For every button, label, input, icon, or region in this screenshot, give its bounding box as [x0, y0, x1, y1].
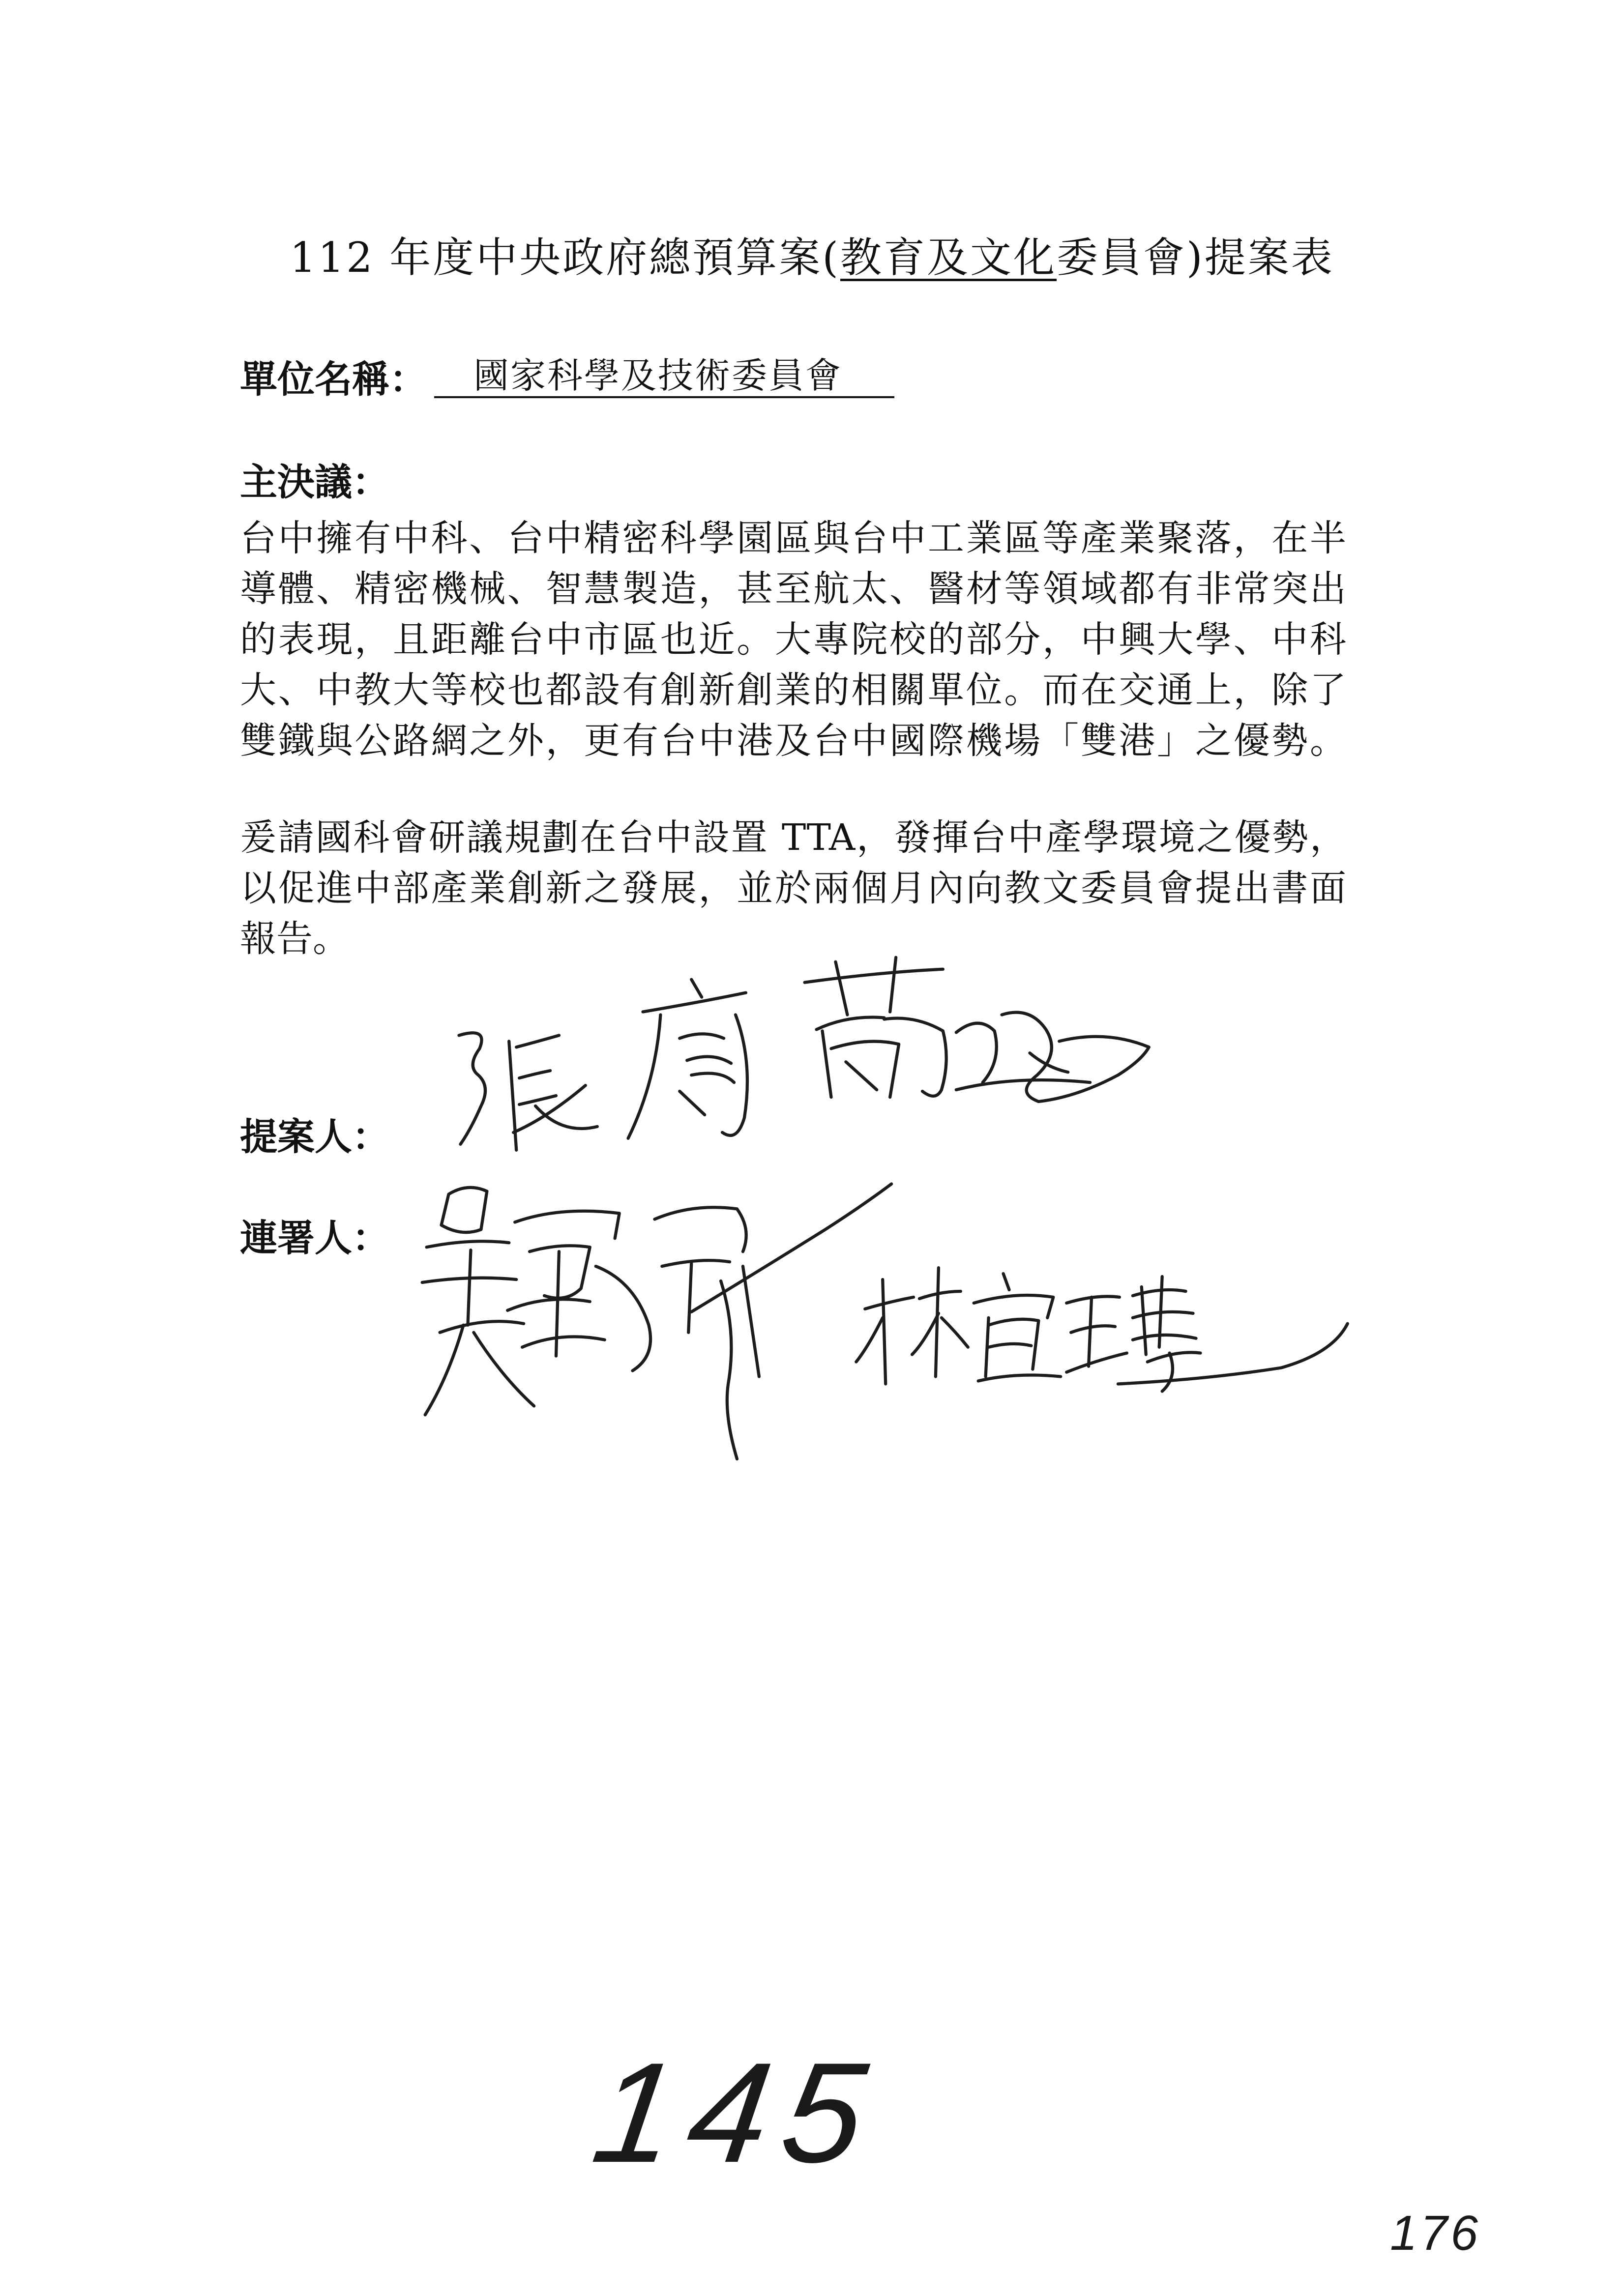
signature-stroke [865, 1297, 914, 1309]
signature-stroke [691, 1184, 891, 1312]
signature-stroke [1071, 1326, 1115, 1332]
signature-stroke [919, 1291, 961, 1299]
signature-stroke [516, 1035, 559, 1047]
signature-stroke [468, 1250, 471, 1325]
signature-cosigner-1 [422, 1184, 891, 1459]
signature-stroke [1133, 1290, 1186, 1296]
signature-stroke [679, 1091, 705, 1115]
signature-stroke [513, 1085, 586, 1133]
signature-stroke [688, 1263, 691, 1333]
signature-stroke [1142, 1287, 1146, 1355]
signature-stroke [986, 1318, 989, 1377]
signature-stroke [805, 969, 943, 983]
handwritten-page-number: 145 [585, 2033, 889, 2192]
signature-stroke [662, 1260, 730, 1266]
signature-stroke [1030, 1053, 1068, 1072]
signature-stroke [643, 993, 746, 1012]
signature-stroke [535, 1106, 597, 1129]
signature-stroke [1162, 1353, 1173, 1392]
resolution-paragraph-1 [240, 513, 1346, 766]
resolution-paragraph-2 [240, 813, 1346, 964]
signature-proposer [459, 958, 1149, 1150]
signature-stroke [556, 1251, 559, 1356]
paragraph-line: 爰請國科會研議規劃在台中設置 TTA，發揮台中產學環境之優勢， [240, 816, 1346, 859]
main-resolution-label: 主決議： [240, 460, 389, 504]
signature-stroke [846, 1062, 877, 1090]
handwritten-corner-number: 176 [1390, 2206, 1481, 2261]
paragraph-line: 導體、精密機械、智慧製造，甚至航太、醫材等領域都有非常突出 [240, 568, 1346, 610]
cosigners-label: 連署人： [240, 1216, 389, 1260]
form-title [0, 231, 1624, 284]
signature-stroke [515, 1211, 619, 1239]
signature-stroke [440, 1321, 524, 1333]
signature-stroke [974, 1295, 1054, 1318]
signature-stroke [989, 1344, 1032, 1347]
signature-stroke [507, 1299, 590, 1310]
unit-name-value: 國家科學及技術委員會 [434, 353, 894, 398]
proposer-label: 提案人： [240, 1115, 389, 1159]
signature-stroke [425, 1325, 464, 1415]
signature-stroke [936, 1268, 939, 1376]
signature-stroke [884, 1018, 946, 1096]
paragraph-line: 以促進中部產業創新之發展，並於兩個月內向教文委員會提出書面 [240, 867, 1346, 909]
signature-stroke [654, 1207, 746, 1251]
signature-stroke [1002, 1013, 1149, 1102]
signature-stroke [1133, 1335, 1196, 1340]
signature-stroke [519, 1071, 550, 1078]
signature-stroke [1148, 1352, 1201, 1362]
signature-stroke [1089, 1297, 1092, 1366]
signature-stroke [883, 1279, 886, 1384]
signature-stroke [721, 1281, 737, 1459]
paragraph-line: 台中擁有中科、台中精密科學園區與台中工業區等產業聚落，在半 [240, 517, 1346, 559]
signature-stroke [1066, 1296, 1120, 1303]
paragraph-line: 報告。 [240, 918, 349, 960]
signature-stroke [823, 1031, 831, 1097]
signature-stroke [835, 962, 847, 1015]
signature-stroke [1004, 1274, 1009, 1290]
paragraph-line: 的表現，且距離台中市區也近。大專院校的部分，中興大學、中科 [240, 618, 1346, 661]
signature-stroke [519, 1096, 556, 1104]
signature-stroke [427, 1241, 509, 1247]
signature-stroke [473, 1333, 534, 1406]
signature-stroke [687, 1057, 731, 1064]
signature-stroke [1118, 1324, 1348, 1384]
signature-stroke [856, 1318, 883, 1362]
signature-stroke [691, 1073, 734, 1082]
signature-stroke [817, 1017, 885, 1029]
signature-stroke [679, 1034, 724, 1038]
paragraph-line: 雙鐵與公路網之外，更有台中港及台中國際機場「雙港」之優勢。 [240, 720, 1346, 762]
signature-stroke [942, 1318, 968, 1347]
signature-stroke [831, 1042, 899, 1097]
signature-stroke [628, 1015, 661, 1138]
signature-cosigner-2 [856, 1268, 1347, 1391]
signature-stroke [422, 1278, 516, 1282]
title-suffix: 委員會)提案表 [1057, 233, 1334, 282]
signature-stroke [691, 980, 702, 997]
paragraph-line: 大、中教大等校也都設有創新創業的相關單位。而在交通上，除了 [240, 669, 1346, 711]
signature-stroke [978, 1375, 1061, 1381]
signature-stroke [1159, 1277, 1162, 1347]
signature-stroke [522, 1337, 605, 1347]
signature-stroke [956, 1023, 997, 1082]
signature-stroke [722, 1015, 747, 1135]
title-prefix: 112 年度中央政府總預算案( [290, 233, 840, 282]
signature-stroke [743, 1266, 759, 1376]
signature-stroke [530, 1246, 590, 1298]
signature-stroke [459, 1033, 486, 1144]
signature-stroke [1133, 1312, 1193, 1318]
signature-stroke [442, 1188, 487, 1232]
signature-stroke [890, 958, 896, 1012]
signature-stroke [989, 1319, 1039, 1369]
signature-stroke [956, 1080, 1090, 1090]
title-committee-underlined: 教育及文化 [840, 233, 1057, 282]
signature-stroke [1066, 1353, 1127, 1372]
signature-stroke [596, 1266, 650, 1370]
signature-stroke [912, 1313, 939, 1355]
signature-stroke [509, 1041, 516, 1150]
unit-name-label: 單位名稱： [240, 357, 427, 401]
